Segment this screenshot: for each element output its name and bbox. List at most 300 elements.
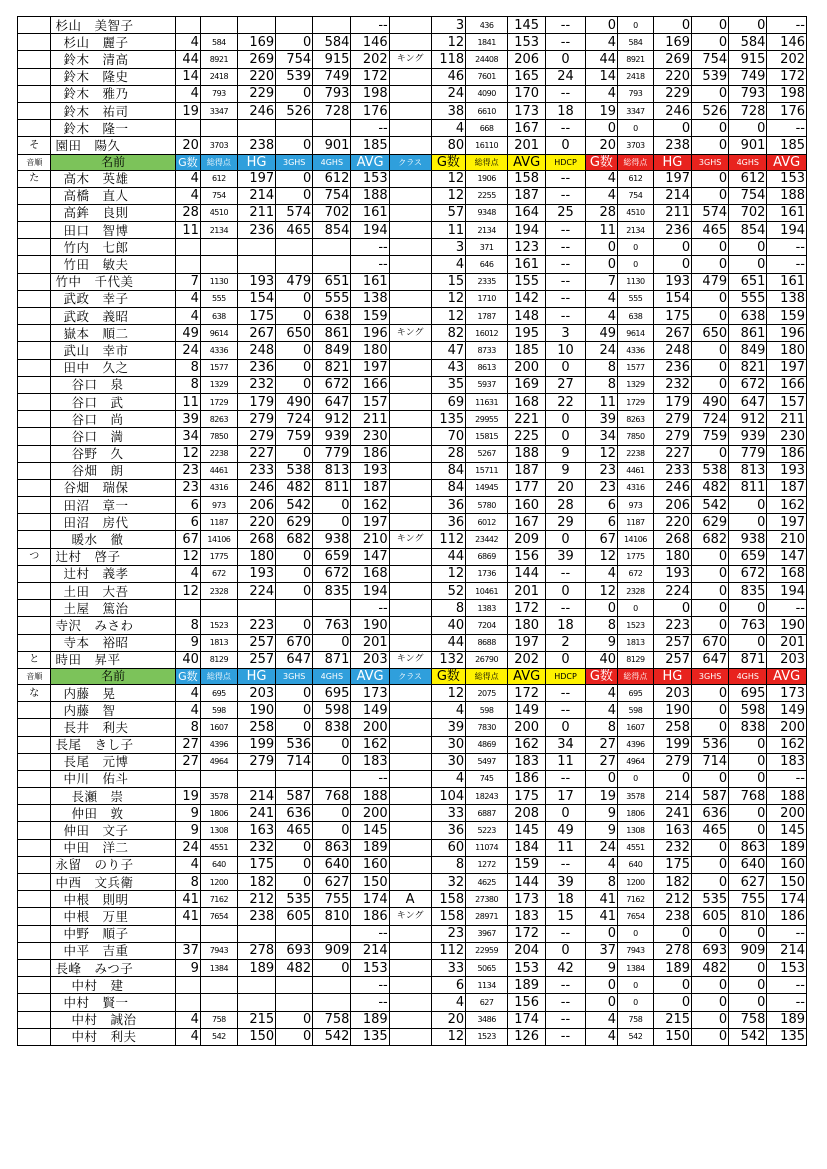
row-value-cell: 779 [313,445,351,462]
row-value-cell: キング [389,908,431,925]
row-value-cell: 4 [585,565,617,582]
row-value-cell: 574 [276,204,313,221]
row-value-cell: 0 [692,719,729,736]
row-value-cell: 7162 [200,891,237,908]
table-row [18,753,807,770]
row-value-cell: 84 [431,462,466,479]
row-value-cell: 182 [653,874,691,891]
table-row [18,342,807,359]
row-value-cell [389,102,431,119]
row-value-cell: 27 [175,753,200,770]
row-name-cell: 田沼 章一 [51,497,175,514]
row-name-cell: 中村 賢一 [51,994,175,1011]
row-value-cell [389,600,431,617]
row-value-cell: 144 [508,874,546,891]
row-name-cell: 谷口 尚 [51,411,175,428]
row-value-cell: 232 [653,839,691,856]
row-value-cell: 201 [767,634,807,651]
row-value-cell: 863 [729,839,767,856]
row-value-cell: 12 [431,290,466,307]
row-value-cell: 172 [767,68,807,85]
row-value-cell: 838 [313,719,351,736]
row-order-cell [18,959,51,976]
row-value-cell: 854 [313,222,351,239]
row-value-cell: 4 [585,187,617,204]
row-value-cell: 555 [729,290,767,307]
row-value-cell: 180 [351,342,389,359]
row-value-cell: 0 [692,684,729,701]
row-value-cell: 169 [508,376,546,393]
header-name: 名前 [51,668,175,684]
row-value-cell: 1308 [200,822,237,839]
header-col: 4GHS [313,154,351,170]
row-value-cell: 754 [617,187,653,204]
row-value-cell: 0 [276,170,313,187]
row-name-cell: 鈴木 隆一 [51,120,175,137]
row-value-cell: -- [546,17,585,34]
row-value-cell: 693 [276,942,313,959]
row-value-cell [389,34,431,51]
row-value-cell: 0 [617,925,653,942]
header-col: G数 [175,668,200,684]
row-value-cell: 0 [729,822,767,839]
table-row [18,1028,807,1045]
row-value-cell: 199 [237,736,275,753]
row-value-cell: 0 [546,359,585,376]
row-value-cell: 479 [276,273,313,290]
row-value-cell: 0 [276,856,313,873]
row-value-cell: 871 [729,651,767,668]
row-order-cell [18,617,51,634]
row-value-cell: 214 [237,788,275,805]
row-name-cell: 中西 文兵衛 [51,874,175,891]
table-row [18,805,807,822]
row-value-cell: 269 [653,51,691,68]
row-value-cell: 8 [585,874,617,891]
row-order-cell: た [18,170,51,187]
row-value-cell: 8688 [466,634,508,651]
row-value-cell: 153 [351,170,389,187]
row-value-cell: 23 [585,479,617,496]
row-value-cell: 182 [237,874,275,891]
row-value-cell: 8 [431,600,466,617]
row-value-cell: 810 [729,908,767,925]
row-value-cell: 161 [767,204,807,221]
row-value-cell: 28 [175,204,200,221]
row-value-cell: 1523 [617,617,653,634]
row-value-cell: 5937 [466,376,508,393]
row-value-cell: 821 [729,359,767,376]
header-col: 4GHS [313,668,351,684]
header-order: 音順 [18,668,51,684]
row-value-cell: 40 [175,651,200,668]
row-value-cell: -- [767,17,807,34]
row-value-cell: 188 [351,788,389,805]
row-order-cell [18,222,51,239]
row-value-cell: 214 [351,942,389,959]
row-value-cell: 0 [546,51,585,68]
row-value-cell: 638 [200,308,237,325]
row-value-cell: 201 [508,583,546,600]
row-value-cell [237,256,275,273]
row-value-cell: 0 [692,1011,729,1028]
row-value-cell: 11 [175,393,200,410]
row-value-cell: 0 [313,514,351,531]
row-value-cell: 4964 [200,753,237,770]
row-value-cell: 901 [729,137,767,154]
row-value-cell: 278 [653,942,691,959]
row-value-cell: 758 [617,1011,653,1028]
row-name-cell: 谷口 武 [51,393,175,410]
row-value-cell: 52 [431,583,466,600]
row-value-cell: 1577 [617,359,653,376]
row-value-cell: 19 [585,102,617,119]
row-order-cell [18,102,51,119]
row-value-cell: 542 [729,1028,767,1045]
row-value-cell: 186 [767,445,807,462]
row-value-cell: 535 [276,891,313,908]
row-value-cell: 148 [508,308,546,325]
row-value-cell: 0 [692,342,729,359]
row-value-cell: 7204 [466,617,508,634]
row-value-cell: 854 [729,222,767,239]
row-value-cell: 871 [313,651,351,668]
row-name-cell: 仲田 敦 [51,805,175,822]
row-value-cell: 659 [313,548,351,565]
row-value-cell: 714 [276,753,313,770]
row-value-cell: 123 [508,239,546,256]
row-value-cell: 197 [351,514,389,531]
row-value-cell: 8 [585,617,617,634]
row-value-cell: 909 [729,942,767,959]
row-value-cell: -- [767,239,807,256]
row-order-cell [18,85,51,102]
table-row [18,994,807,1011]
row-value-cell: 0 [692,839,729,856]
row-value-cell: 627 [466,994,508,1011]
row-value-cell: 0 [276,1028,313,1045]
row-value-cell: 0 [276,874,313,891]
row-order-cell [18,1011,51,1028]
row-value-cell: 17 [546,788,585,805]
row-value-cell [389,617,431,634]
row-value-cell: 186 [351,908,389,925]
row-value-cell: 2418 [200,68,237,85]
row-value-cell: 0 [617,120,653,137]
row-value-cell: 0 [653,120,691,137]
row-value-cell: 135 [431,411,466,428]
row-value-cell: 193 [237,273,275,290]
row-value-cell: 6 [175,497,200,514]
row-value-cell: 555 [617,290,653,307]
row-value-cell: 4 [431,256,466,273]
row-value-cell: 200 [508,359,546,376]
row-value-cell: 186 [508,770,546,787]
row-value-cell: 159 [767,308,807,325]
row-order-cell [18,376,51,393]
row-value-cell: 220 [653,514,691,531]
row-value-cell: 0 [276,684,313,701]
row-order-cell [18,290,51,307]
row-value-cell: 1329 [617,376,653,393]
row-value-cell: 172 [508,925,546,942]
header-col: AVG [508,154,546,170]
row-value-cell: 4510 [617,204,653,221]
row-value-cell: 196 [767,325,807,342]
row-value-cell: 542 [313,1028,351,1045]
row-value-cell: 183 [508,908,546,925]
row-value-cell: 44 [431,548,466,565]
row-value-cell: 0 [276,583,313,600]
row-value-cell: 49 [585,325,617,342]
row-value-cell: 8921 [617,51,653,68]
row-value-cell: 0 [729,977,767,994]
row-value-cell: 203 [767,651,807,668]
row-value-cell: 0 [692,770,729,787]
row-value-cell [389,170,431,187]
row-value-cell: 224 [653,583,691,600]
row-value-cell: 200 [767,805,807,822]
row-order-cell [18,308,51,325]
row-value-cell: 19 [175,102,200,119]
row-value-cell: 142 [508,290,546,307]
row-value-cell [175,770,200,787]
row-value-cell: 14 [175,68,200,85]
row-value-cell: 214 [767,942,807,959]
row-order-cell: そ [18,137,51,154]
row-value-cell: 1607 [617,719,653,736]
row-value-cell: 201 [351,634,389,651]
row-value-cell: 203 [237,684,275,701]
row-value-cell: 14106 [200,531,237,548]
row-value-cell: 229 [653,85,691,102]
row-value-cell: 0 [653,600,691,617]
row-order-cell: な [18,684,51,701]
row-value-cell [313,977,351,994]
row-order-cell [18,411,51,428]
row-value-cell: 157 [767,393,807,410]
row-value-cell: 11074 [466,839,508,856]
row-value-cell: 647 [729,393,767,410]
header-col: 3GHS [276,154,313,170]
row-value-cell: 4461 [617,462,653,479]
row-value-cell: 180 [653,548,691,565]
header-col: 総得点 [200,668,237,684]
row-value-cell: 206 [237,497,275,514]
row-value-cell: -- [546,770,585,787]
row-value-cell: 236 [653,359,691,376]
row-value-cell: 0 [692,376,729,393]
row-value-cell: 2134 [617,222,653,239]
row-value-cell: 0 [276,85,313,102]
row-value-cell: 150 [767,874,807,891]
row-value-cell: 11 [175,222,200,239]
row-value-cell: 2418 [617,68,653,85]
row-value-cell: 173 [767,684,807,701]
row-value-cell: 9348 [466,204,508,221]
row-value-cell: 19 [585,788,617,805]
row-value-cell: 555 [200,290,237,307]
row-value-cell: 221 [508,411,546,428]
row-value-cell: 584 [617,34,653,51]
row-value-cell: 0 [585,600,617,617]
row-value-cell: 158 [508,170,546,187]
row-value-cell: 612 [729,170,767,187]
row-value-cell: 188 [508,445,546,462]
row-value-cell: 0 [692,445,729,462]
row-value-cell: 189 [237,959,275,976]
row-value-cell: 215 [653,1011,691,1028]
row-value-cell: -- [351,239,389,256]
row-name-cell: 長尾 きし子 [51,736,175,753]
row-value-cell: 163 [653,822,691,839]
row-value-cell [389,719,431,736]
row-value-cell: 4 [431,120,466,137]
row-value-cell [389,634,431,651]
row-value-cell: 763 [729,617,767,634]
row-value-cell: 7943 [200,942,237,959]
row-value-cell: -- [546,994,585,1011]
table-row [18,531,807,548]
row-value-cell: 4316 [617,479,653,496]
row-value-cell: -- [546,34,585,51]
row-value-cell: 0 [692,239,729,256]
row-value-cell: 0 [585,120,617,137]
table-row [18,411,807,428]
row-value-cell: 24 [175,839,200,856]
row-value-cell [389,497,431,514]
row-value-cell: 682 [276,531,313,548]
row-value-cell: 180 [237,548,275,565]
row-value-cell: 0 [692,120,729,137]
header-col: G数 [431,154,466,170]
row-value-cell [389,583,431,600]
row-value-cell: 640 [200,856,237,873]
row-value-cell: 650 [276,325,313,342]
row-value-cell [389,290,431,307]
row-value-cell: 42 [546,959,585,976]
row-value-cell: 371 [466,239,508,256]
table-row [18,684,807,701]
row-value-cell [389,222,431,239]
row-value-cell: 185 [767,137,807,154]
row-value-cell: 4 [175,702,200,719]
row-value-cell: 3 [431,17,466,34]
header-col: 総得点 [466,154,508,170]
row-value-cell: 0 [692,583,729,600]
row-value-cell: 901 [313,137,351,154]
row-value-cell: 1841 [466,34,508,51]
row-value-cell: 4 [431,994,466,1011]
table-row [18,102,807,119]
table-row [18,770,807,787]
row-value-cell [276,239,313,256]
row-value-cell: キング [389,531,431,548]
table-row [18,583,807,600]
row-value-cell: 190 [351,617,389,634]
row-value-cell: 214 [237,187,275,204]
row-value-cell: 0 [729,239,767,256]
row-value-cell: 3347 [200,102,237,119]
row-value-cell: 749 [313,68,351,85]
row-value-cell [276,977,313,994]
row-value-cell: -- [351,600,389,617]
row-value-cell: 835 [313,583,351,600]
row-value-cell: 535 [692,891,729,908]
row-value-cell: 220 [237,514,275,531]
row-value-cell: 174 [351,891,389,908]
header-col: HG [237,668,275,684]
row-value-cell: 4090 [466,85,508,102]
row-value-cell: 12 [431,1028,466,1045]
row-value-cell: 605 [276,908,313,925]
row-value-cell: -- [351,994,389,1011]
row-value-cell [389,805,431,822]
row-value-cell: 7850 [200,428,237,445]
row-value-cell: 973 [617,497,653,514]
row-name-cell: 長井 利夫 [51,719,175,736]
row-value-cell: 10 [546,342,585,359]
row-value-cell: 193 [653,273,691,290]
row-value-cell: 4 [585,85,617,102]
row-value-cell: 672 [617,565,653,582]
row-value-cell [313,770,351,787]
row-value-cell: 636 [692,805,729,822]
row-value-cell: 24408 [466,51,508,68]
table-row [18,17,807,34]
header-col: 3GHS [276,668,313,684]
row-value-cell: 179 [653,393,691,410]
row-value-cell: 793 [729,85,767,102]
row-value-cell: 27380 [466,891,508,908]
row-value-cell [200,17,237,34]
row-value-cell: 813 [729,462,767,479]
row-value-cell [200,239,237,256]
row-value-cell [200,770,237,787]
row-value-cell: 0 [276,290,313,307]
row-value-cell: 0 [653,994,691,1011]
row-value-cell: 0 [276,445,313,462]
table-row [18,85,807,102]
row-value-cell: 278 [237,942,275,959]
row-value-cell: 3 [546,325,585,342]
row-value-cell: 238 [237,908,275,925]
row-value-cell: 8 [175,874,200,891]
row-value-cell: 200 [351,805,389,822]
row-value-cell: 25 [546,204,585,221]
row-value-cell: 232 [237,376,275,393]
row-value-cell: 39 [175,411,200,428]
row-value-cell: 200 [508,719,546,736]
row-value-cell: 204 [508,942,546,959]
row-value-cell: 186 [351,445,389,462]
row-value-cell: 146 [767,34,807,51]
row-value-cell: 177 [508,479,546,496]
row-value-cell: 1384 [200,959,237,976]
row-value-cell: 0 [653,977,691,994]
row-value-cell [175,925,200,942]
row-value-cell: 15815 [466,428,508,445]
row-value-cell: 7943 [617,942,653,959]
row-value-cell: 246 [653,479,691,496]
row-value-cell: 2134 [466,222,508,239]
header-row [18,668,807,684]
row-value-cell: 2238 [200,445,237,462]
row-value-cell [389,942,431,959]
row-value-cell: 538 [276,462,313,479]
row-name-cell: 中根 万里 [51,908,175,925]
row-value-cell: 154 [237,290,275,307]
